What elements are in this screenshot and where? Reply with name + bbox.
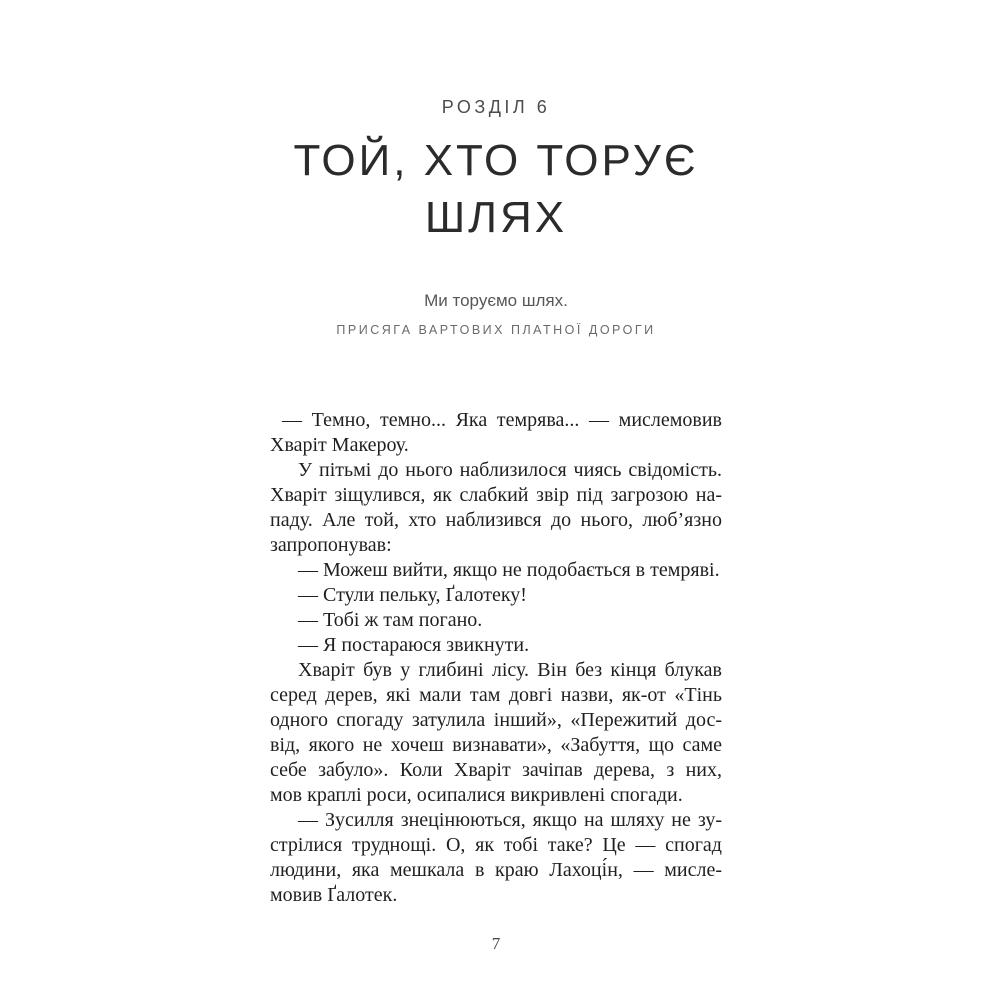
body-line: — Стули пельку, Ґалотеку! (298, 584, 527, 606)
body-line: — Зусилля знецінюються, якщо на шляху не зу- (298, 809, 722, 831)
body-line: від, якого не хочеш визнавати», «Забуття, що саме (270, 734, 722, 756)
body-line: мовив Ґалотек. (270, 884, 398, 906)
body-line: серед дерев, які мали там довгі назви, як-от «Тінь (270, 684, 722, 706)
chapter-title-line-2: ШЛЯХ (424, 193, 568, 242)
body-line: людини, яка мешкала в краю Лахоці́н, — мисле- (270, 859, 722, 881)
chapter-title-line-1: ТОЙ, ХТО ТОРУЄ (293, 136, 699, 185)
body-line: — Можеш вийти, якщо не подобається в темряві. (298, 559, 720, 581)
body-line: У пітьмі до нього наблизилося чиясь свідомість. (298, 459, 722, 481)
chapter-label: РОЗДІЛ 6 (441, 97, 551, 117)
body-line: — Темно, темно... Яка темрява... — мислемовив (282, 409, 722, 431)
body-line: запропонував: (270, 534, 392, 556)
body-line: себе забуло». Коли Хваріт зачіпав дерева, з них, (270, 759, 722, 781)
body-line: Хваріт Макероу. (270, 434, 409, 456)
body-line: Хваріт був у глибині лісу. Він без кінця блукав (298, 659, 722, 681)
body-line: стрілися труднощі. О, як тобі таке? Це — спогад (270, 834, 722, 856)
body-line: Хваріт зіщулився, як слабкий звір під загрозою на- (270, 484, 722, 506)
body-line: мов краплі роси, осипалися викривлені спогади. (270, 784, 683, 806)
body-line: паду. Але той, хто наблизився до нього, люб’язно (270, 509, 722, 531)
body-line: — Тобі ж там погано. (298, 609, 483, 631)
chapter-title (270, 132, 722, 246)
epigraph-text: Ми торуємо шлях. (424, 291, 568, 310)
body-line: — Я постараюся звикнути. (298, 634, 530, 656)
page-number: 7 (491, 934, 501, 953)
epigraph-attribution: ПРИСЯГА ВАРТОВИХ ПЛАТНОЇ ДОРОГИ (336, 323, 656, 337)
body-line: одного спогаду затулила інший», «Пережитий дос- (270, 709, 722, 731)
body-text (270, 408, 722, 908)
